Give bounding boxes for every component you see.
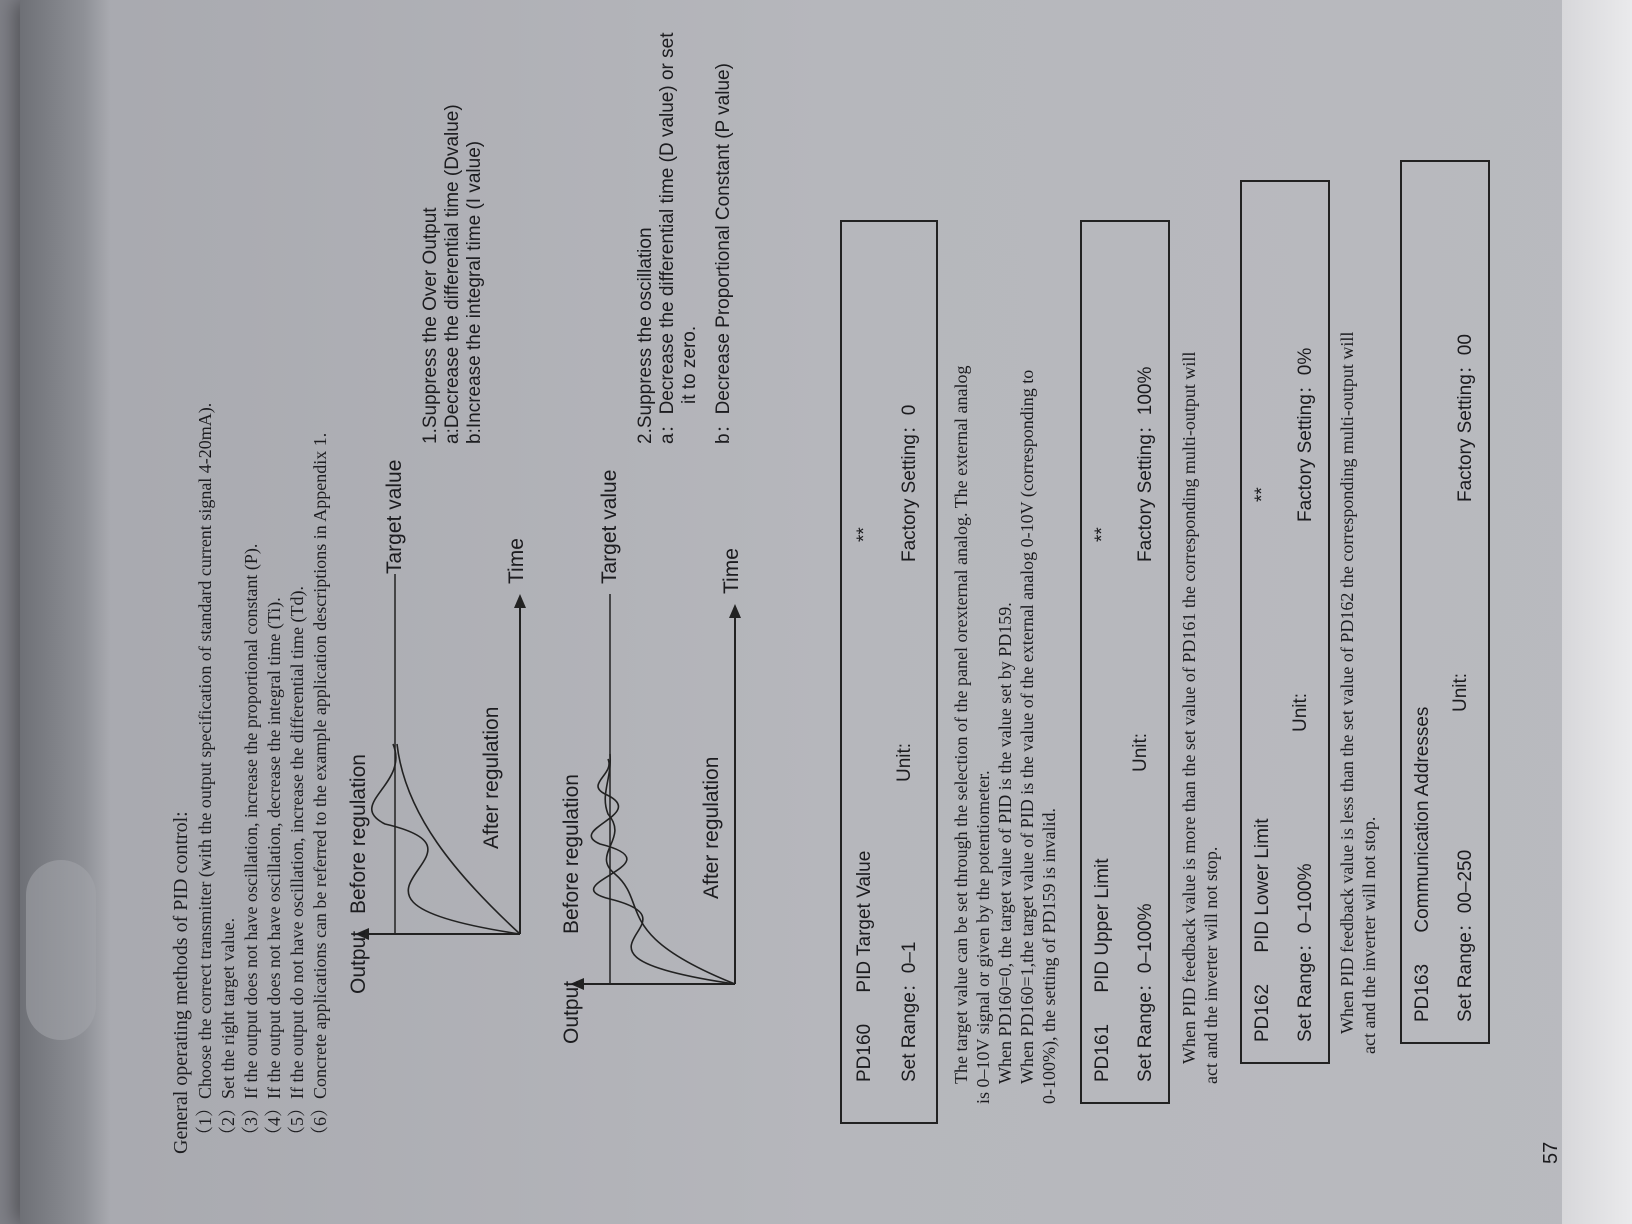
note-line: b：Decrease Proportional Constant (P value) bbox=[713, 63, 734, 444]
param-mark: ** bbox=[1252, 487, 1273, 502]
param-unit: Unit: bbox=[1290, 692, 1311, 732]
param-box-pd163 bbox=[1400, 160, 1490, 1044]
para-line: When PID feedback value is more than the set value of PD161 the corresponding multi-output will bbox=[1179, 351, 1199, 1064]
param-code: PD162 bbox=[1252, 983, 1273, 1042]
param-unit: Unit: bbox=[1130, 732, 1151, 772]
methods-list bbox=[194, 403, 332, 1144]
note-line: 2.Suppress the oscillation bbox=[635, 227, 656, 444]
para-line: act and the inverter will not stop. bbox=[1359, 816, 1379, 1054]
diagram-overshoot bbox=[347, 64, 545, 1164]
param-range: Set Range：0–100% bbox=[1295, 863, 1316, 1042]
x-axis-arrow bbox=[729, 604, 741, 618]
page-binding-shadow bbox=[20, 0, 110, 1224]
method-item: （6）Concrete applications can be referred to the example application descriptions in Appendix 1. bbox=[310, 432, 330, 1144]
before-label: Before regulation bbox=[347, 754, 370, 914]
output-label: Output bbox=[560, 980, 583, 1044]
param-unit: Unit: bbox=[1450, 672, 1471, 712]
time-label: Time bbox=[720, 548, 743, 594]
method-item: （3）If the output does not have oscillation, increase the proportional constant (P). bbox=[241, 543, 261, 1144]
page-content bbox=[120, 0, 1600, 1224]
target-label: Target value bbox=[598, 469, 621, 584]
diagram-oscillation-note bbox=[635, 33, 735, 445]
param-factory: Factory Setting：100% bbox=[1135, 366, 1156, 562]
time-label: Time bbox=[505, 538, 528, 584]
note-line: b:Increase the integral time (I value) bbox=[464, 140, 485, 444]
after-label: After regulation bbox=[700, 756, 723, 899]
para-line: When PD160=0, the target value of PID is the value set by PD159. bbox=[995, 602, 1015, 1084]
output-label: Output bbox=[347, 930, 370, 994]
param-code: PD160 bbox=[854, 1023, 875, 1082]
param-code: PD163 bbox=[1412, 963, 1433, 1022]
param-range: Set Range：0–100% bbox=[1135, 903, 1156, 1082]
para-line: 0-100%), the setting of PD159 is invalid. bbox=[1039, 808, 1059, 1104]
para-line: act and the inverter will not stop. bbox=[1201, 846, 1221, 1084]
note-line: 1.Suppress the Over Output bbox=[420, 207, 441, 444]
pd161-description bbox=[1178, 184, 1222, 1084]
para-line: The target value can be set through the selection of the panel orexternal analog. The external analog bbox=[951, 365, 971, 1084]
param-name: PID Upper Limit bbox=[1092, 858, 1113, 993]
param-box-pd161 bbox=[1080, 220, 1170, 1104]
method-item: （2）Set the right target value. bbox=[218, 917, 238, 1144]
para-line: When PD160=1,the target value of PID is the value of the external analog 0-10V (corresponding to bbox=[1017, 369, 1037, 1084]
param-factory: Factory Setting：00 bbox=[1455, 334, 1476, 502]
param-factory: Factory Setting：0 bbox=[899, 404, 920, 562]
param-name: Communication Addresses bbox=[1412, 706, 1433, 933]
note-line: a：Decrease the differential time (D value) or set bbox=[657, 32, 678, 444]
param-factory: Factory Setting：0% bbox=[1295, 347, 1316, 522]
after-label: After regulation bbox=[480, 706, 503, 849]
note-line: a:Decrease the differential time (Dvalue) bbox=[442, 104, 463, 444]
before-label: Before regulation bbox=[560, 774, 583, 934]
x-axis-arrow bbox=[514, 594, 526, 608]
method-item: （4）If the output does not have oscillation, decrease the integral time (Ti). bbox=[264, 597, 284, 1144]
target-label: Target value bbox=[383, 459, 406, 574]
page-number: 57 bbox=[1540, 1141, 1562, 1164]
param-name: PID Lower Limit bbox=[1252, 818, 1273, 953]
diagram-oscillation bbox=[560, 32, 760, 1184]
param-box-pd160 bbox=[840, 220, 938, 1124]
param-mark: ** bbox=[1092, 527, 1113, 542]
param-box-pd162 bbox=[1240, 180, 1330, 1064]
method-item: （5）If the output do not have oscillation, increase the differential time (Td). bbox=[287, 586, 307, 1144]
param-code: PD161 bbox=[1092, 1023, 1113, 1082]
pd162-description bbox=[1336, 154, 1380, 1054]
note-line: it to zero. bbox=[679, 325, 700, 404]
param-mark: ** bbox=[854, 527, 875, 542]
diagram-overshoot-note bbox=[420, 104, 486, 444]
para-line: When PID feedback value is less than the set value of PD162 the corresponding multi-output will bbox=[1337, 331, 1357, 1034]
param-range: Set Range：0–1 bbox=[899, 941, 920, 1082]
param-name: PID Target Value bbox=[854, 850, 875, 993]
para-line: is 0–10V signal or given by the potentiometer. bbox=[973, 770, 993, 1104]
pd160-description bbox=[950, 204, 1060, 1104]
param-range: Set Range：00–250 bbox=[1455, 849, 1476, 1022]
brand-logo-icon bbox=[26, 860, 96, 1040]
param-unit: Unit: bbox=[894, 742, 915, 782]
method-item: （1）Choose the correct transmitter (with the output specification of standard current signal 4-20mA). bbox=[195, 402, 215, 1144]
methods-title: General operating methods of PID control: bbox=[170, 811, 192, 1154]
